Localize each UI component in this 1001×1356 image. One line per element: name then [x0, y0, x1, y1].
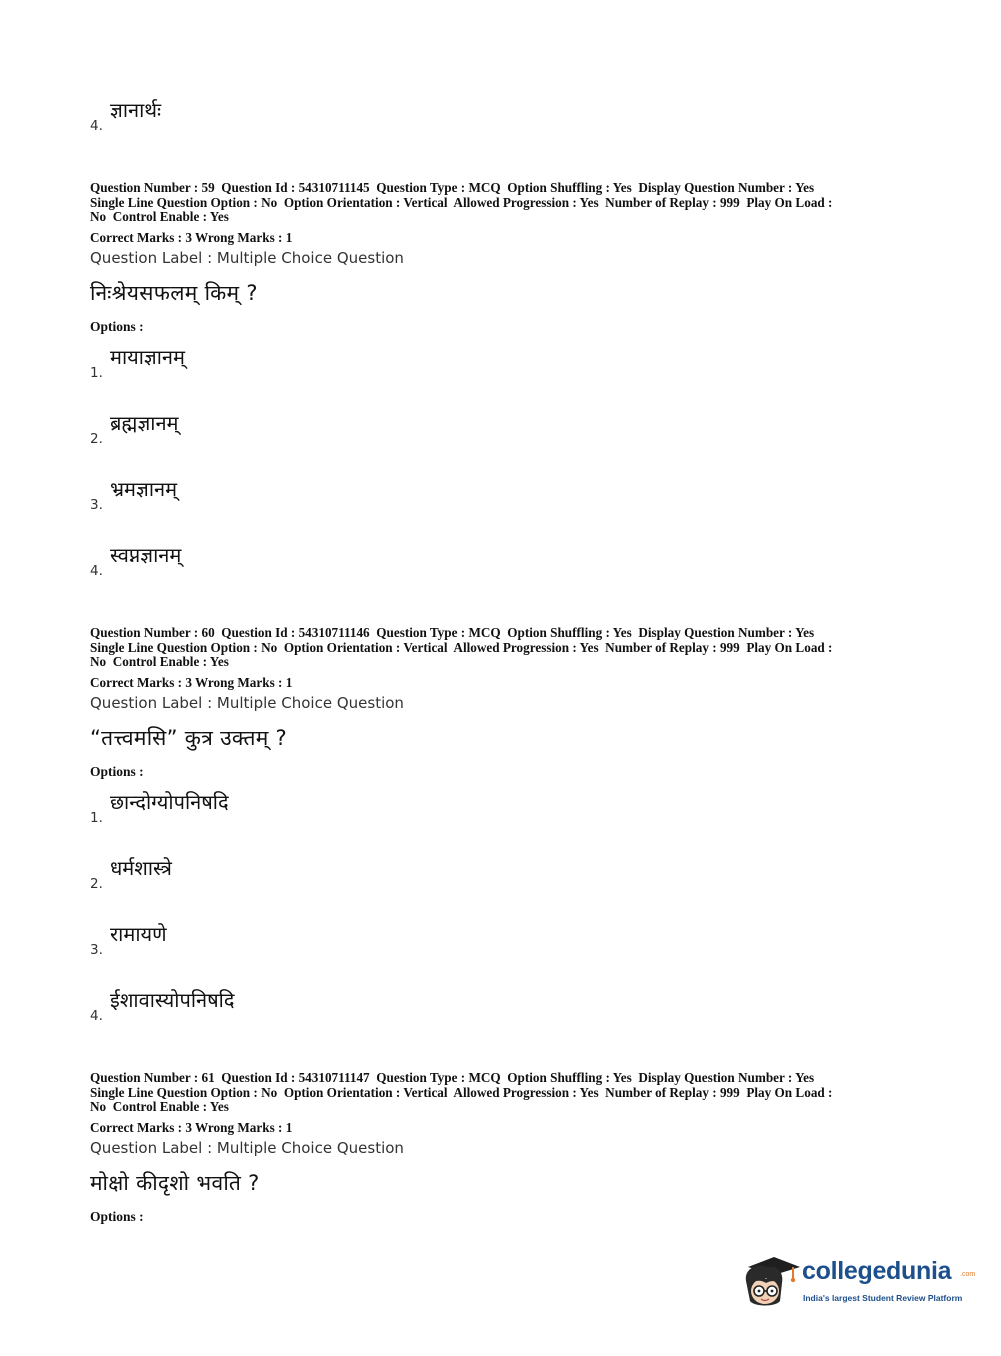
question-text: निःश्रेयसफलम् किम् ?: [90, 281, 258, 305]
option-item: [90, 920, 490, 960]
option-item: [90, 343, 490, 383]
question-text: “तत्त्वमसि” कुत्र उक्तम् ?: [90, 726, 287, 750]
options-heading: Options :: [90, 764, 144, 779]
option-number: 4.: [90, 563, 103, 579]
option-number: 1.: [90, 365, 103, 381]
option-text: ज्ञानार्थः: [110, 98, 162, 122]
question-label: Question Label : Multiple Choice Question: [90, 249, 404, 267]
logo-domain-suffix: .com: [960, 1271, 976, 1278]
option-item: [90, 409, 490, 449]
option-text: स्वप्नज्ञानम्: [110, 543, 182, 567]
question-meta: Question Number : 60 Question Id : 54310711146 Question Type : MCQ Option Shuffling : Yes Display Question Number : Yes Single Line Question Option : No Option Orientation : Vertical Allowed Progression : Yes Number of Replay : 999 Play On Load : No Control Enable : Yes: [90, 625, 833, 669]
option-text: छान्दोग्योपनिषदि: [110, 790, 229, 814]
option-item: [90, 475, 490, 515]
option-number: 4.: [90, 118, 103, 134]
question-meta: Question Number : 61 Question Id : 54310711147 Question Type : MCQ Option Shuffling : Yes Display Question Number : Yes Single Line Question Option : No Option Orientation : Vertical Allowed Progression : Yes Number of Replay : 999 Play On Load : No Control Enable : Yes: [90, 1070, 833, 1114]
option-number: 1.: [90, 810, 103, 826]
option-item: [90, 96, 490, 136]
question-marks: Correct Marks : 3 Wrong Marks : 1: [90, 1120, 293, 1135]
question-meta: Question Number : 59 Question Id : 54310711145 Question Type : MCQ Option Shuffling : Yes Display Question Number : Yes Single Line Question Option : No Option Orientation : Vertical Allowed Progression : Yes Number of Replay : 999 Play On Load : No Control Enable : Yes: [90, 180, 833, 224]
option-item: [90, 788, 490, 828]
question-label: Question Label : Multiple Choice Question: [90, 694, 404, 712]
option-number: 3.: [90, 942, 103, 958]
option-item: [90, 986, 490, 1026]
option-text: ईशावास्योपनिषदि: [110, 988, 235, 1012]
option-number: 2.: [90, 431, 103, 447]
option-item: [90, 854, 490, 894]
question-text: मोक्षो कीदृशो भवति ?: [90, 1171, 260, 1195]
question-marks: Correct Marks : 3 Wrong Marks : 1: [90, 230, 293, 245]
logo-tagline: India's largest Student Review Platform: [803, 1293, 963, 1303]
options-heading: Options :: [90, 319, 144, 334]
option-number: 3.: [90, 497, 103, 513]
option-item: [90, 541, 490, 581]
option-text: धर्मशास्त्रे: [110, 856, 172, 880]
option-text: रामायणे: [110, 922, 167, 946]
question-marks: Correct Marks : 3 Wrong Marks : 1: [90, 675, 293, 690]
option-number: 2.: [90, 876, 103, 892]
options-heading: Options :: [90, 1209, 144, 1224]
option-text: मायाज्ञानम्: [110, 345, 185, 369]
option-number: 4.: [90, 1008, 103, 1024]
collegedunia-logo[interactable]: [740, 1247, 975, 1317]
option-text: भ्रमज्ञानम्: [110, 477, 178, 501]
question-label: Question Label : Multiple Choice Question: [90, 1139, 404, 1157]
student-mascot-icon: [740, 1253, 802, 1309]
option-text: ब्रह्मज्ञानम्: [110, 411, 179, 435]
logo-wordmark: collegedunia: [802, 1257, 952, 1285]
